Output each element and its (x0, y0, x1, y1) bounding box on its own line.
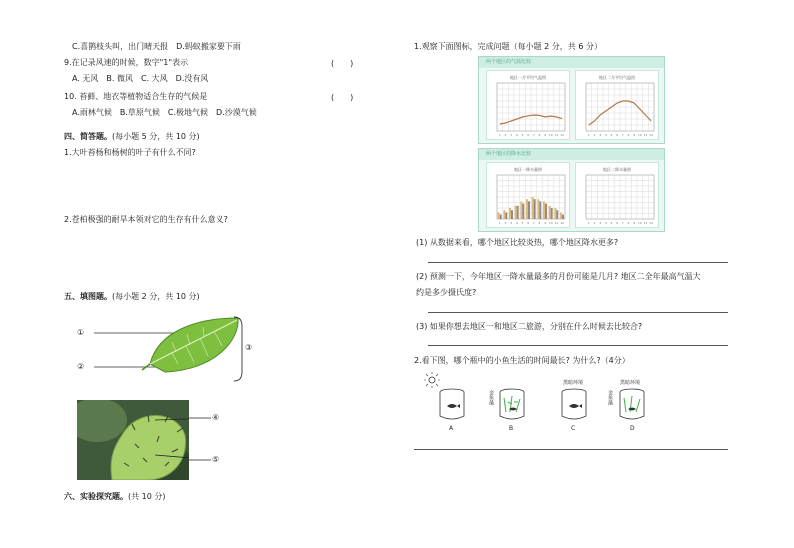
jar-label-d: D (630, 425, 635, 432)
chart-region1-rain (486, 162, 570, 228)
rain-bar (534, 199, 536, 219)
x-tick-label: 3 (510, 133, 513, 137)
x-tick-label: 11 (554, 221, 559, 225)
rain-bar (539, 201, 541, 219)
x-tick-label: 6 (616, 133, 619, 137)
rain-bar (505, 212, 507, 219)
x-tick-label: 9 (544, 133, 547, 137)
chart-title: 地区一月平均气温图 (510, 75, 546, 80)
chart-title: 地区二降水量图 (603, 167, 631, 172)
jar-label-a: A (449, 425, 454, 432)
sub-question-1: (1) 从数据来看，哪个地区比较炎热，哪个地区降水更多? (416, 238, 619, 247)
q10-text: 10. 苔藓、地衣等植物适合生存的气候是 (64, 92, 208, 101)
x-tick-label: 8 (627, 133, 630, 137)
chart-region2-temp (575, 70, 659, 140)
rain-bar (520, 201, 522, 219)
section4-q2: 2.苍柏极强的耐旱本领对它的生存有什么意义? (64, 215, 228, 224)
x-tick-label: 7 (621, 221, 624, 225)
cactus-leaders-ext (189, 417, 211, 463)
section4-title: 四、简答题。 (64, 132, 112, 141)
q9-options: A. 无风 B. 微风 C. 大风 D.没有风 (72, 74, 209, 83)
rain-bar (509, 208, 511, 219)
rain-bar (526, 199, 528, 219)
x-tick-label: 8 (627, 221, 630, 225)
x-tick-label: 3 (599, 133, 602, 137)
x-tick-label: 2 (504, 133, 507, 137)
x-tick-label: 4 (515, 133, 518, 137)
x-tick-label: 5 (610, 221, 613, 225)
x-tick-label: 9 (544, 221, 547, 225)
rain-bar (562, 215, 564, 219)
x-tick-label: 11 (554, 133, 559, 137)
q10-options: A.雨林气候 B.草原气候 C.极地气候 D.沙漠气候 (72, 108, 257, 117)
x-tick-label: 5 (521, 221, 524, 225)
rain-bar (503, 210, 505, 219)
answer-line-1 (428, 262, 728, 263)
section6-note: (共 10 分) (128, 492, 166, 501)
x-tick-label: 11 (643, 221, 648, 225)
x-tick-label: 3 (599, 221, 602, 225)
label-3: ③ (245, 343, 253, 352)
rain-bar (498, 212, 500, 219)
temperature-panel-title: 两个地区的气温比较 (479, 57, 664, 68)
section5-heading (64, 292, 200, 302)
brace-3 (232, 316, 244, 382)
section6-heading (64, 492, 166, 502)
right-q1: 1.观察下面图标，完成问题（每小题 2 分，共 6 分） (414, 42, 602, 51)
x-tick-label: 4 (515, 221, 518, 225)
x-tick-label: 6 (616, 221, 619, 225)
lamp-icon (424, 372, 440, 388)
q9-answer-paren: ( ) (331, 59, 354, 68)
x-tick-label: 1 (587, 133, 590, 137)
x-tick-label: 4 (604, 221, 607, 225)
q8-options-cd: C.喜鹊枝头叫，出门晴天报 D.蚂蚁搬家要下雨 (72, 42, 241, 51)
jar-c (562, 389, 586, 419)
rain-bar (560, 212, 562, 219)
rain-bar (545, 204, 547, 219)
jar-b (500, 389, 524, 419)
x-tick-label: 12 (560, 221, 565, 225)
jar-d (620, 389, 644, 419)
jar-a (440, 389, 464, 419)
jar-label-c: C (571, 425, 576, 432)
sub-question-3: (3) 如果你想去地区一和地区二旅游，分别在什么时候去比较合? (416, 322, 643, 331)
x-tick-label: 1 (587, 221, 590, 225)
x-tick-label: 10 (548, 133, 553, 137)
label-5: ⑤ (212, 455, 220, 464)
x-tick-label: 8 (538, 133, 541, 137)
x-tick-label: 7 (532, 221, 535, 225)
section4-q1: 1.大叶苔杨和杨树的叶子有什么不同? (64, 148, 196, 157)
chart-title: 地区一降水量图 (514, 167, 542, 172)
label-4: ④ (212, 413, 220, 422)
x-tick-label: 5 (521, 133, 524, 137)
jar-c-dark-tag: 黑暗环境 (563, 380, 584, 386)
rain-bar (511, 210, 513, 219)
jar-d-dark-tag: 黑暗环境 (620, 380, 641, 386)
x-tick-label: 12 (560, 133, 565, 137)
x-tick-label: 2 (504, 221, 507, 225)
rain-bar (528, 201, 530, 219)
rain-bar (543, 201, 545, 219)
x-tick-label: 7 (621, 133, 624, 137)
rain-bar (515, 206, 517, 219)
x-tick-label: 5 (610, 133, 613, 137)
x-tick-label: 6 (527, 133, 530, 137)
precipitation-panel-title: 两个地区的降水比较 (479, 149, 664, 160)
x-tick-label: 9 (633, 221, 636, 225)
chart-region2-rain (575, 162, 659, 228)
rain-bar (532, 197, 534, 219)
x-tick-label: 12 (649, 221, 654, 225)
x-tick-label: 2 (593, 133, 596, 137)
sub-question-2b: 约是多少摄氏度? (416, 288, 477, 297)
jar-b-plant-tag: 金鱼藻 (488, 390, 494, 405)
chart-title: 地区二月平均气温图 (599, 75, 635, 80)
section6-title: 六、实验探究题。 (64, 492, 128, 501)
x-tick-label: 11 (643, 133, 648, 137)
rain-bar (551, 208, 553, 219)
jar-label-b: B (509, 425, 514, 432)
right-q2: 2.看下图，哪个瓶中的小鱼生活的时间最长? 为什么?（4分） (414, 356, 630, 365)
rain-bar (522, 204, 524, 219)
x-tick-label: 1 (498, 133, 501, 137)
x-tick-label: 10 (637, 133, 642, 137)
sub-question-2a: (2) 预测一下，今年地区一降水量最多的月份可能是几月? 地区二全年最高气温大 (416, 272, 701, 281)
label-1: ① (77, 328, 85, 337)
q10-answer-paren: ( ) (331, 93, 354, 102)
section5-title: 五、填图题。 (64, 292, 112, 301)
q9-text: 9.在记录风速的时候，数字"1"表示 (64, 58, 189, 67)
answer-line-3 (428, 345, 728, 346)
x-tick-label: 9 (633, 133, 636, 137)
x-tick-label: 8 (538, 221, 541, 225)
leaf-figure (90, 312, 253, 384)
label-2: ② (77, 362, 85, 371)
section4-note: (每小题 5 分，共 10 分) (112, 132, 200, 141)
rain-bar (556, 210, 558, 219)
x-tick-label: 4 (604, 133, 607, 137)
x-tick-label: 7 (532, 133, 535, 137)
x-tick-label: 2 (593, 221, 596, 225)
x-tick-label: 6 (527, 221, 530, 225)
x-tick-label: 3 (510, 221, 513, 225)
x-tick-label: 1 (498, 221, 501, 225)
section5-note: (每小题 2 分，共 10 分) (112, 292, 200, 301)
chart-region1-temp (486, 70, 570, 140)
answer-line-2 (428, 312, 728, 313)
jar-d-plant-tag: 金鱼藻 (607, 390, 613, 405)
x-tick-label: 10 (548, 221, 553, 225)
rain-bar (537, 199, 539, 219)
rain-bar (500, 215, 502, 219)
x-tick-label: 12 (649, 133, 654, 137)
x-tick-label: 10 (637, 221, 642, 225)
rain-bar (554, 208, 556, 219)
rain-bar (517, 206, 519, 219)
rain-bar (549, 206, 551, 219)
cactus-photo (77, 400, 189, 480)
section4-heading (64, 132, 200, 142)
answer-line-4 (414, 449, 728, 450)
